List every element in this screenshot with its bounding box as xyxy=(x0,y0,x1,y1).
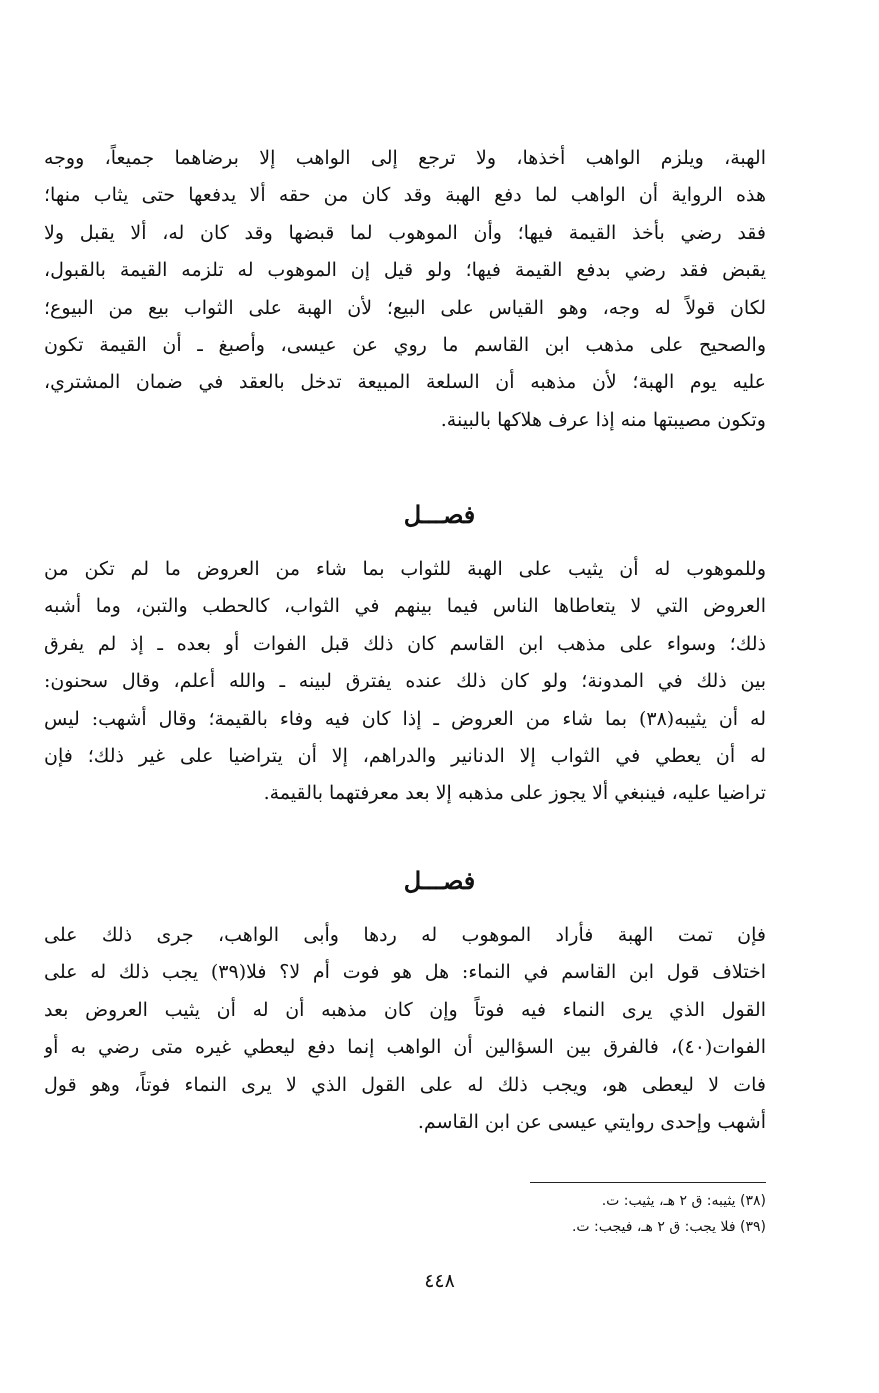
page-number: ٤٤٨ xyxy=(424,1270,455,1292)
footnote: (٣٨) يثيبه: ق ٢ هـ، يثيب: ت. xyxy=(601,1193,766,1209)
text-line: هذه الرواية أن الواهب لما دفع الهبة وقد كان من حقه ألا يدفعها حتى يثاب منها؛ xyxy=(44,184,766,207)
text-line: وتكون مصيبتها منه إذا عرف هلاكها بالبينة. xyxy=(440,408,766,431)
section-heading: فصـــل xyxy=(403,866,476,895)
text-line: اختلاف قول ابن القاسم في النماء: هل هو فوت أم لا؟ فلا(٣٩) يجب ذلك له على xyxy=(44,961,766,984)
text-line: وللموهوب له أن يثيب على الهبة للثواب بما شاء من العروض ما لم تكن من xyxy=(44,558,766,580)
footnote-divider xyxy=(530,1182,766,1183)
text-line: ذلك؛ وسواء على مذهب ابن القاسم كان ذلك قبل الفوات أو بعده ـ إذ لم يفرق xyxy=(44,632,766,655)
text-line: له أن يعطي في الثواب إلا الدنانير والدراهم، إلا أن يتراضيا على غير ذلك؛ فإن xyxy=(44,744,766,767)
text-line: تراضيا عليه، فينبغي ألا يجوز على مذهبه إلا بعد معرفتهما بالقيمة. xyxy=(263,782,766,805)
text-line: القول الذي يرى النماء فيه فوتاً وإن كان مذهبه أن له أن يثيب العروض بعد xyxy=(44,998,766,1021)
paragraph-1 xyxy=(44,140,766,439)
footnote: (٣٩) فلا يجب: ق ٢ هـ، فيجب: ت. xyxy=(571,1219,766,1235)
text-line: فإن تمت الهبة فأراد الموهوب له ردها وأبى الواهب، جرى ذلك على xyxy=(44,924,766,946)
text-line: له أن يثيبه(٣٨) بما شاء من العروض ـ إذا كان فيه وفاء بالقيمة؛ وقال أشهب: ليس xyxy=(44,707,766,730)
text-line: الفوات(٤٠)، فالفرق بين السؤالين أن الواهب إنما دفع ليعطي غيره متى رضي به أو xyxy=(44,1036,766,1059)
text-line: لكان قولاً له وجه، وهو القياس على البيع؛ لأن الهبة على الثواب بيع من البيوع؛ xyxy=(44,296,766,319)
text-line: فقد رضي بأخذ القيمة فيها؛ وأن الموهوب لما قبضها وقد كان له، ألا يقبل ولا xyxy=(44,221,766,244)
paragraph-2 xyxy=(44,551,766,813)
text-line: والصحيح على مذهب ابن القاسم ما روي عن عيسى، وأصبغ ـ أن القيمة تكون xyxy=(44,333,766,356)
section-heading: فصـــل xyxy=(403,500,476,529)
footnotes xyxy=(300,1188,766,1240)
text-line: العروض التي لا يتعاطاها الناس فيما بينهم في الثواب، كالحطب والتبن، وما أشبه xyxy=(44,595,766,618)
text-line: بين ذلك في المدونة؛ ولو كان ذلك عنده يفترق لبينه ـ والله أعلم، وقال سحنون: xyxy=(44,670,766,693)
text-line: الهبة، ويلزم الواهب أخذها، ولا ترجع إلى الواهب إلا برضاهما جميعاً، ووجه xyxy=(44,147,766,169)
paragraph-3 xyxy=(44,917,766,1141)
text-line: يقبض فقد رضي بدفع القيمة فيها؛ ولو قيل إن الموهوب له تلزمه القيمة بالقبول، xyxy=(44,259,766,282)
text-line: عليه يوم الهبة؛ لأن مذهبه أن السلعة المبيعة تدخل بالعقد في ضمان المشتري، xyxy=(44,371,766,394)
text-line: فات لا ليعطى هو، ويجب ذلك له على القول الذي لا يرى النماء فوتاً، وهو قول xyxy=(44,1073,766,1096)
text-line: أشهب وإحدى روايتي عيسى عن ابن القاسم. xyxy=(417,1110,766,1133)
